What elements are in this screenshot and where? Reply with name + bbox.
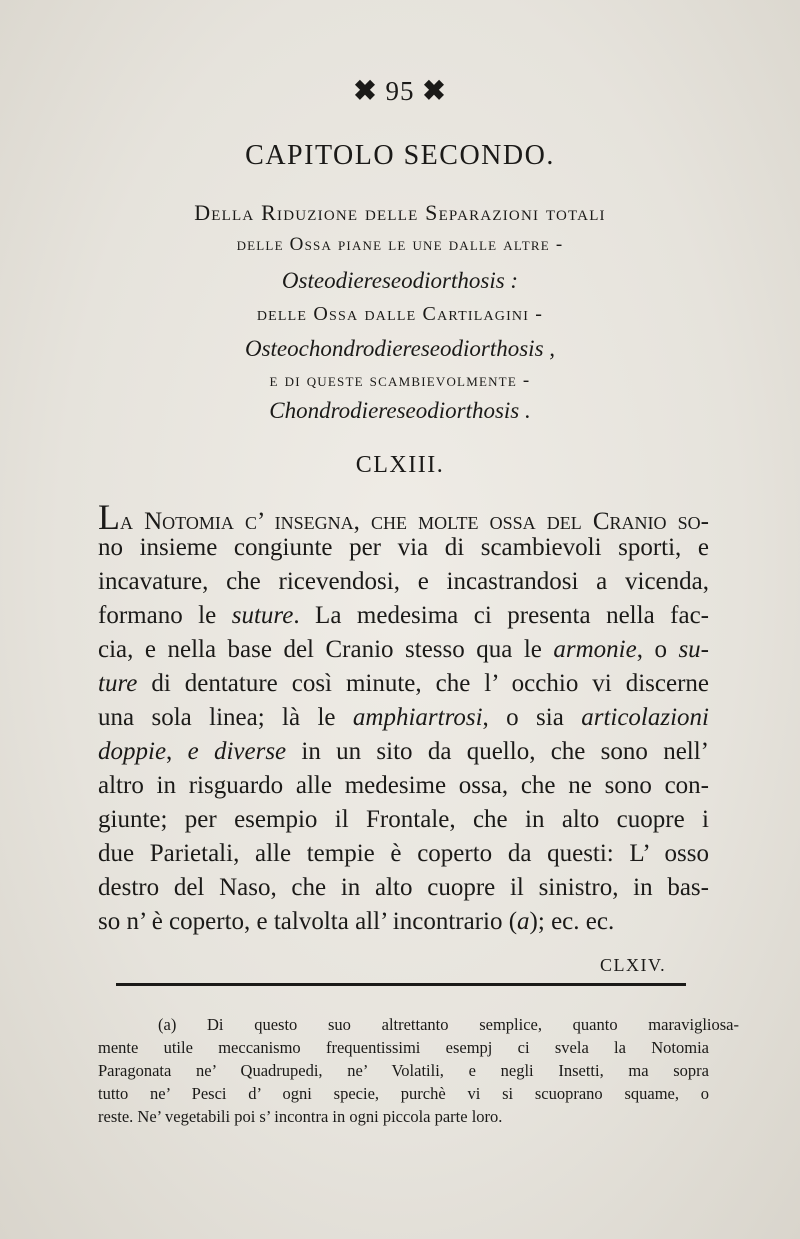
footnote-divider bbox=[116, 983, 686, 986]
paragraph-line bbox=[98, 568, 709, 596]
text-segment: amphiartrosi bbox=[352, 704, 483, 731]
text-segment: , o sia bbox=[482, 704, 582, 731]
title-line-3: Osteodiereseodiorthosis : bbox=[281, 268, 519, 293]
paragraph-line bbox=[98, 496, 709, 538]
text-segment: due Parietali, alle tempie è coperto da questi: L’ osso bbox=[98, 840, 709, 867]
title-line-1: Della Riduzione delle Separazioni totali bbox=[194, 200, 606, 225]
paragraph-line bbox=[98, 908, 709, 936]
footnote-line: (a) Di questo suo altrettanto semplice, quanto maravigliosa- bbox=[158, 1015, 739, 1034]
paragraph-line bbox=[98, 636, 709, 664]
paragraph-line bbox=[98, 534, 709, 562]
text-segment: ); ec. ec. bbox=[529, 908, 615, 935]
text-segment: cia, e nella base del Cranio stesso qua le bbox=[98, 636, 554, 663]
left-ornament-icon: ✖ bbox=[353, 76, 378, 107]
paragraph-line bbox=[98, 806, 709, 834]
title-line-4: delle Ossa dalle Cartilagini - bbox=[256, 303, 544, 325]
text-segment: . La medesima ci presenta nella fac- bbox=[293, 602, 710, 629]
text-segment: L bbox=[98, 497, 120, 537]
title-line-5: Osteochondrodiereseodiorthosis , bbox=[244, 336, 556, 361]
page-folio bbox=[0, 74, 800, 108]
footnote-line: reste. Ne’ vegetabili poi s’ incontra in ogni piccola parte loro. bbox=[98, 1107, 503, 1126]
text-segment: una sola linea; là le bbox=[98, 704, 353, 731]
text-segment: doppie bbox=[98, 738, 167, 765]
catchword: CLXIV. bbox=[600, 955, 667, 975]
chapter-title: CAPITOLO SECONDO. bbox=[245, 140, 555, 171]
paragraph-line bbox=[98, 772, 709, 800]
text-segment: armonie bbox=[553, 636, 637, 663]
text-segment: a Notomia c’ insegna, che molte ossa del Cranio so- bbox=[120, 508, 709, 535]
text-segment: formano le bbox=[98, 602, 232, 629]
title-line-2: delle Ossa piane le une dalle altre - bbox=[236, 234, 564, 255]
paragraph-line bbox=[98, 704, 709, 732]
text-segment: no insieme congiunte per via di scambievoli sporti, e bbox=[98, 534, 709, 561]
title-line-7: Chondrodiereseodiorthosis . bbox=[269, 398, 531, 423]
paragraph-line bbox=[98, 874, 709, 902]
text-segment: so n’ è coperto, e talvolta all’ incontrario ( bbox=[98, 908, 518, 935]
text-segment: articolazioni bbox=[581, 704, 710, 731]
footnote-line: mente utile meccanismo frequentissimi esempj ci svela la Notomia bbox=[98, 1038, 709, 1057]
text-segment: ture bbox=[98, 670, 138, 697]
text-segment: altro in risguardo alle medesime ossa, che ne sono con- bbox=[98, 772, 709, 799]
text-segment: di dentature così minute, che l’ occhio vi discerne bbox=[137, 670, 709, 697]
text-segment: in un sito da quello, che sono nell’ bbox=[286, 738, 710, 765]
text-segment: suture bbox=[231, 602, 294, 629]
text-segment: su- bbox=[678, 636, 709, 663]
text-segment: , bbox=[166, 738, 188, 765]
section-number: CLXIII. bbox=[355, 452, 445, 478]
text-segment: incavature, che ricevendosi, e incastrandosi a vicenda, bbox=[98, 568, 709, 595]
title-line-6: e di queste scambievolmente - bbox=[269, 370, 531, 391]
text-segment: a bbox=[517, 908, 530, 935]
paragraph-line bbox=[98, 602, 709, 630]
right-ornament-icon: ✖ bbox=[422, 76, 447, 107]
paragraph-line bbox=[98, 670, 709, 698]
text-segment: giunte; per esempio il Frontale, che in alto cuopre i bbox=[98, 806, 709, 833]
paragraph-line bbox=[98, 840, 709, 868]
footnote-line: Paragonata ne’ Quadrupedi, ne’ Volatili, e negli Insetti, ma sopra bbox=[98, 1061, 709, 1080]
paragraph-line bbox=[98, 738, 709, 766]
footnote-line: tutto ne’ Pesci d’ ogni specie, purchè vi si scuoprano squame, o bbox=[98, 1084, 709, 1103]
text-segment: , o bbox=[636, 636, 679, 663]
page-number: 95 bbox=[385, 76, 415, 106]
text-segment: e diverse bbox=[187, 738, 287, 765]
text-segment: destro del Naso, che in alto cuopre il sinistro, in bas- bbox=[98, 874, 709, 901]
